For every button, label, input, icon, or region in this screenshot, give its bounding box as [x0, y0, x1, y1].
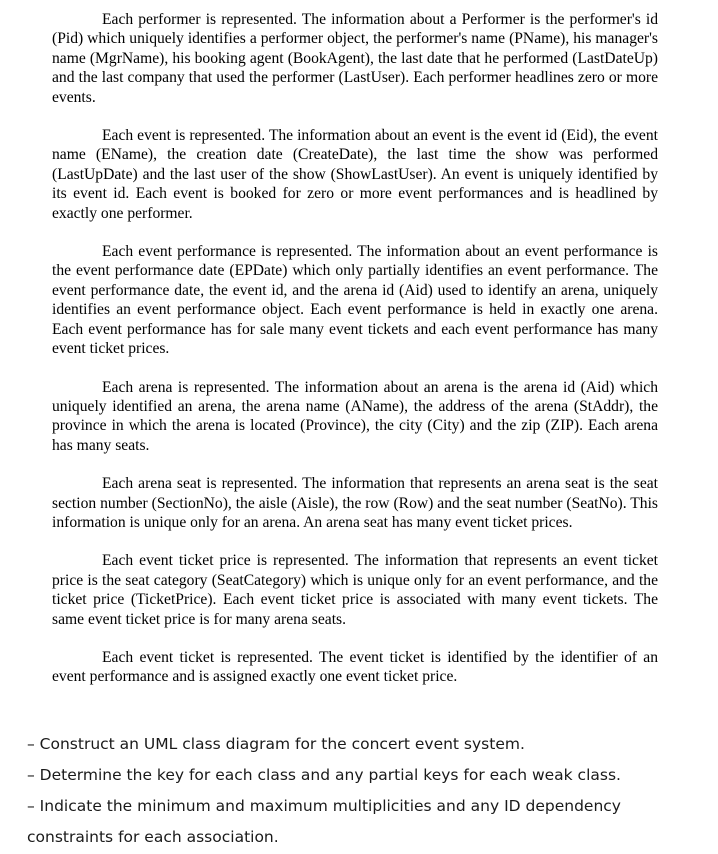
task-multiplicities-cont: constraints for each association.	[27, 828, 279, 846]
paragraph-performer: Each performer is represented. The information about a Performer is the performer's id (Pid) which uniquely identifies a performer object, the performer's name (PName), his manager's name (MgrName), his booking agent (BookAgent), the last date that he performed (LastDateUp) and the last company that used the performer (LastUser). Each performer headlines zero or more events.	[52, 11, 658, 106]
task-uml-diagram: – Construct an UML class diagram for the concert event system.	[27, 735, 525, 753]
task-multiplicities: – Indicate the minimum and maximum multiplicities and any ID dependency	[27, 797, 621, 815]
paragraph-event: Each event is represented. The information about an event is the event id (Eid), the event name (EName), the creation date (CreateDate), the last time the show was performed (LastUpDate) and the last user of the show (ShowLastUser). An event is uniquely identified by its event id. Each event is booked for zero or more event performances and is headlined by exactly one performer.	[52, 127, 658, 222]
problem-description	[52, 10, 658, 706]
paragraph-arena: Each arena is represented. The information about an arena is the arena id (Aid) which uniquely identified an arena, the arena name (AName), the address of the arena (StAddr), the province in which the arena is located (Province), the city (City) and the zip (ZIP). Each arena has many seats.	[52, 378, 658, 454]
paragraph-event-ticket-price: Each event ticket price is represented. The information that represents an event ticket price is the seat category (SeatCategory) which is unique only for an event performance, and the ticket price (TicketPrice). Each event ticket price is associated with many event tickets. The same event ticket price is for many arena seats.	[52, 552, 658, 628]
task-list	[27, 729, 697, 853]
paragraph-arena-seat: Each arena seat is represented. The information that represents an arena seat is the seat section number (SectionNo), the aisle (Aisle), the row (Row) and the seat number (SeatNo). This information is unique only for an arena. An arena seat has many event ticket prices.	[52, 475, 658, 531]
task-keys: – Determine the key for each class and any partial keys for each weak class.	[27, 766, 621, 784]
paragraph-event-performance: Each event performance is represented. The information about an event performance is the event performance date (EPDate) which only partially identifies an event performance. The event performance date, the event id, and the arena id (Aid) used to identify an arena, uniquely identifies an event performance object. Each event performance is held in exactly one arena. Each event performance has for sale many event tickets and each event performance has many event ticket prices.	[52, 243, 658, 358]
paragraph-event-ticket: Each event ticket is represented. The event ticket is identified by the identifier of an event performance and is assigned exactly one event ticket price.	[52, 648, 658, 686]
